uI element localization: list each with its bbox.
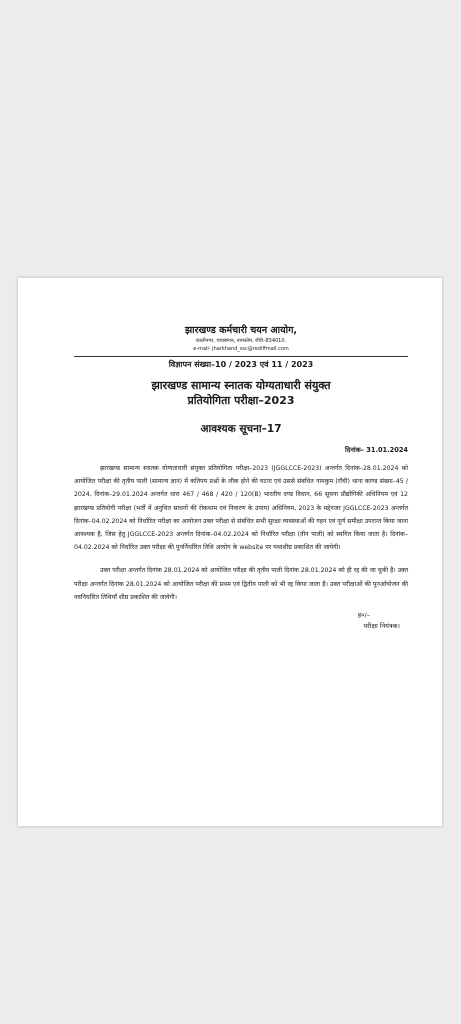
notice-number: आवश्यक सूचना–17	[200, 423, 282, 435]
body-paragraph: उक्त परीक्षा अन्तर्गत दिनांक 28.01.2024 को आयोजित परीक्षा की तृतीय पाली दिनांक 28.01.2024 को ही रद्द की जा चुकी है। उक्त परीक्षा अन्तर्गत दिनांक 28.01.2024 को आयोजित परीक्षा की प्रथम एवं द्वितीय पाली को भी रद्द किया जाता है। उक्त परीक्षाओं की पुनर्आयोजन की नवनिर्धारित तिथियाँ शीघ्र प्रकाशित की जायेगी।	[74, 567, 408, 601]
signatory-title: परीक्षा नियंत्रक।	[363, 622, 400, 631]
org-name: झारखण्ड कर्मचारी चयन आयोग,	[184, 325, 298, 336]
notice-document	[18, 278, 442, 826]
exam-title-line1: झारखण्ड सामान्य स्नातक योग्यताधारी संयुक्त	[151, 379, 331, 392]
exam-title-line2: प्रतियोगिता परीक्षा–2023	[187, 394, 295, 407]
org-email: e-mail- jharkhand_ssc@rediffmail.com	[193, 346, 289, 352]
org-address: कालीनगर, चायबगान, नामकोम, राँची–834010.	[195, 338, 287, 344]
notice-date: दिनांक– 31.01.2024	[345, 446, 408, 454]
advertisement-number: विज्ञापन संख्या–10 / 2023 एवं 11 / 2023	[168, 360, 314, 369]
signature-mark: ह०/–	[357, 611, 370, 620]
header-divider	[74, 356, 408, 357]
body-paragraph: झारखण्ड सामान्य स्नातक योग्यताधारी संयुक्त प्रतियोगिता परीक्षा–2023 (JGGLCCE-2023) अन्तर्गत दिनांक–28.01.2024 को आयोजित परीक्षा की तृतीय पाली (सामान्य ज्ञान) में कतिपय प्रश्नों के लीक होने की घटना एवं उससे संबंधित नामकुम (राँची) थाना काण्ड संख्या–45 / 2024, दिनांक–29.01.2024 अन्तर्गत धारा 467 / 468 / 420 / 120(B) भारतीय दण्ड विधान, 66 सूचना प्रौद्योगिकी अधिनियम एवं 12 झारखण्ड प्रतियोगी परीक्षा (भर्ती में अनुचित साधनों की रोकथाम एवं निवारण के उपाय) अधिनियम, 2023 के मद्देनजर JGGLCCE-2023 अन्तर्गत दिनांक–04.02.2024 को निर्धारित परीक्षा का आयोजन उक्त परीक्षा से संबंधित सभी सुरक्षा व्यवस्थाओं की गहन एवं पूर्ण समीक्षा उपरान्त किया जाना आवश्यक है, जिस हेतु JGGLCCE-2023 अन्तर्गत दिनांक–04.02.2024 को निर्धारित परीक्षा (तीन पाली) को स्थगित किया जाता है। दिनांक–04.02.2024 को निर्धारित उक्त परीक्षा की पुनर्निर्धारित तिथि आयोग के website पर यथाशीघ्र प्रकाशित की जायेगी।	[74, 465, 408, 552]
